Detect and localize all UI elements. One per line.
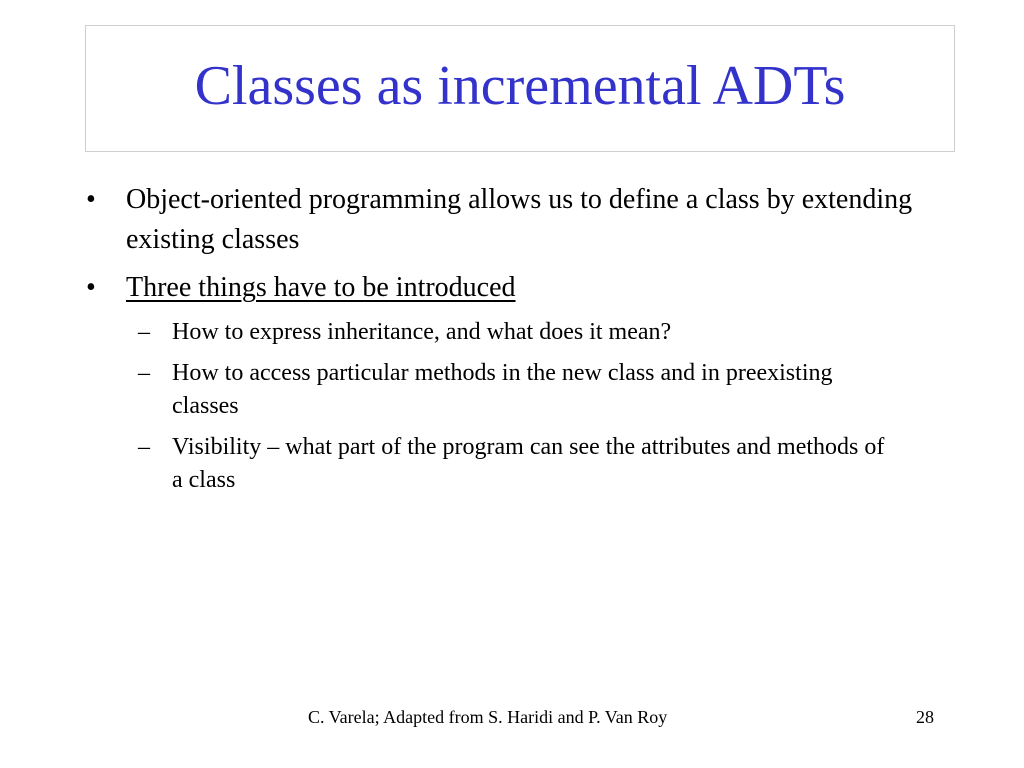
- footer-credit: C. Varela; Adapted from S. Haridi and P. Van Roy: [308, 707, 668, 727]
- sub-bullet-marker: –: [138, 434, 150, 460]
- bullet-marker: •: [86, 184, 96, 215]
- sub-bullet-marker: –: [138, 319, 150, 345]
- bullet-item: [86, 180, 916, 260]
- slide-title: Classes as incremental ADTs: [194, 54, 846, 117]
- bullet-item: [86, 268, 916, 308]
- sub-bullet-item: [86, 316, 898, 349]
- sub-bullet-marker: –: [138, 360, 150, 386]
- bullet-marker: •: [86, 272, 96, 303]
- bullet-text-underlined: Three things have to be introduced: [126, 272, 516, 303]
- sub-bullet-text: How to access particular methods in the new class and in preexisting classes: [172, 360, 833, 419]
- bullet-text: Object-oriented programming allows us to define a class by extending existing classes: [126, 184, 913, 255]
- sub-bullet-item: [86, 431, 898, 497]
- slide-content: [86, 180, 916, 505]
- title-box: [85, 25, 955, 152]
- sub-bullet-text: How to express inheritance, and what does it mean?: [172, 319, 672, 345]
- sub-bullet-text: Visibility – what part of the program can see the attributes and methods of a class: [172, 434, 885, 493]
- sub-bullet-item: [86, 357, 898, 423]
- page-number: 28: [916, 707, 934, 727]
